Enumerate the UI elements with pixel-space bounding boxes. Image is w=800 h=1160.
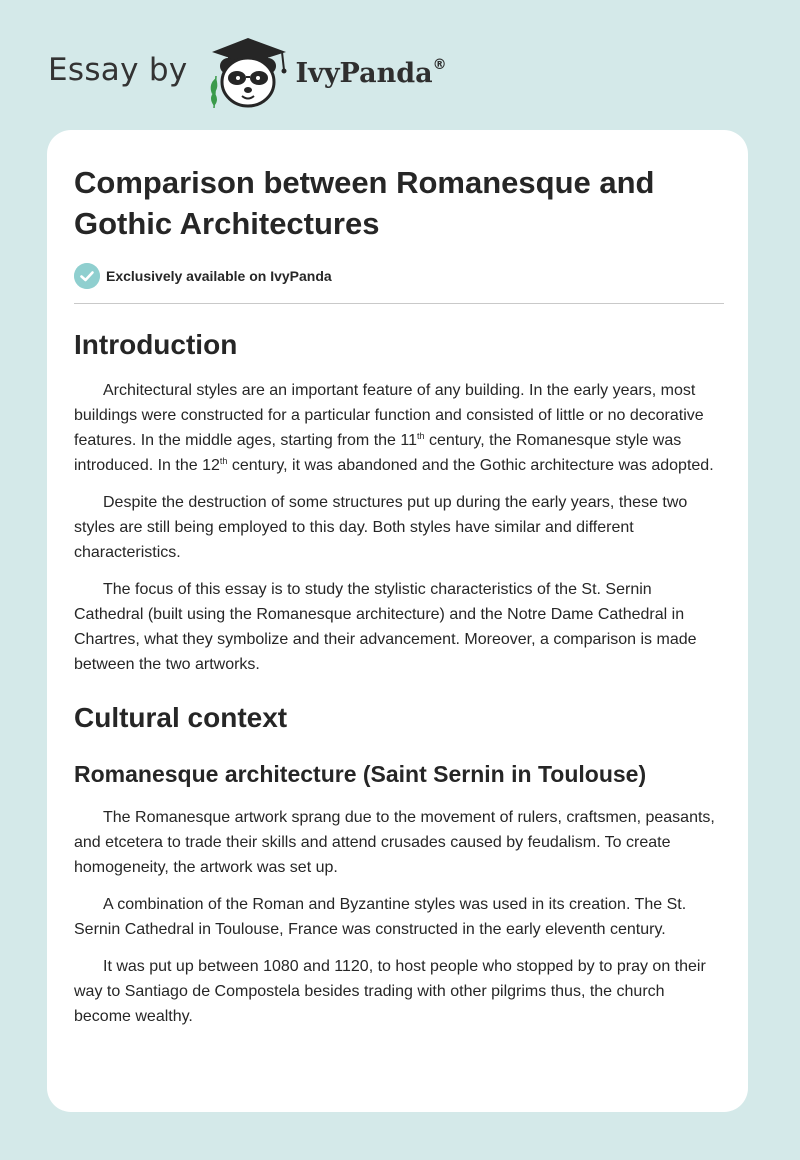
- article-content: [74, 130, 724, 1029]
- intro-paragraph-3: The focus of this essay is to study the stylistic characteristics of the St. Sernin Cathedral (built using the Romanesque architecture) and the Notre Dame Cathedral in Chartres, what they symbolize and their advancement. Moreover, a comparison is made between the two artworks.: [74, 581, 697, 673]
- essay-by-label: Essay by: [48, 52, 188, 88]
- romanesque-subheading: Romanesque architecture (Saint Sernin in Toulouse): [74, 761, 647, 787]
- introduction-heading: Introduction: [74, 329, 238, 360]
- brand-name[interactable]: IvyPanda®: [295, 57, 447, 89]
- intro-paragraph-1: Architectural styles are an important feature of any building. In the early years, most buildings were constructed for a particular function and consisted of little or no decorative features. In the middle ages, starting from the 11th century, the Romanesque style was introduced. In the 12th century, it was abandoned and the Gothic architecture was adopted.: [74, 382, 714, 474]
- panda-logo-icon[interactable]: [202, 30, 294, 110]
- cultural-context-heading: Cultural context: [74, 702, 288, 733]
- check-icon: [74, 263, 100, 289]
- romanesque-paragraph-2: A combination of the Roman and Byzantine styles was used in its creation. The St. Sernin Cathedral in Toulouse, France was constructed in the early eleventh century.: [74, 896, 687, 938]
- romanesque-paragraph-1: The Romanesque artwork sprang due to the movement of rulers, craftsmen, peasants, and etcetera to trade their skills and attend crusades caused by feudalism. To create homogeneity, the artwork was set up.: [74, 809, 715, 876]
- article-title: Comparison between Romanesque and Gothic Architectures: [74, 165, 655, 241]
- exclusive-label: Exclusively available on IvyPanda: [106, 268, 332, 284]
- site-header: [48, 30, 447, 110]
- registered-mark: ®: [432, 57, 447, 73]
- intro-paragraph-2: Despite the destruction of some structures put up during the early years, these two styles are still being employed to this day. Both styles have similar and different characteristics.: [74, 494, 688, 561]
- article-card: [47, 130, 748, 1112]
- romanesque-paragraph-3: It was put up between 1080 and 1120, to host people who stopped by to pray on their way to Santiago de Compostela besides trading with other pilgrims thus, the church become wealthy.: [74, 958, 706, 1025]
- exclusive-badge: [74, 263, 724, 304]
